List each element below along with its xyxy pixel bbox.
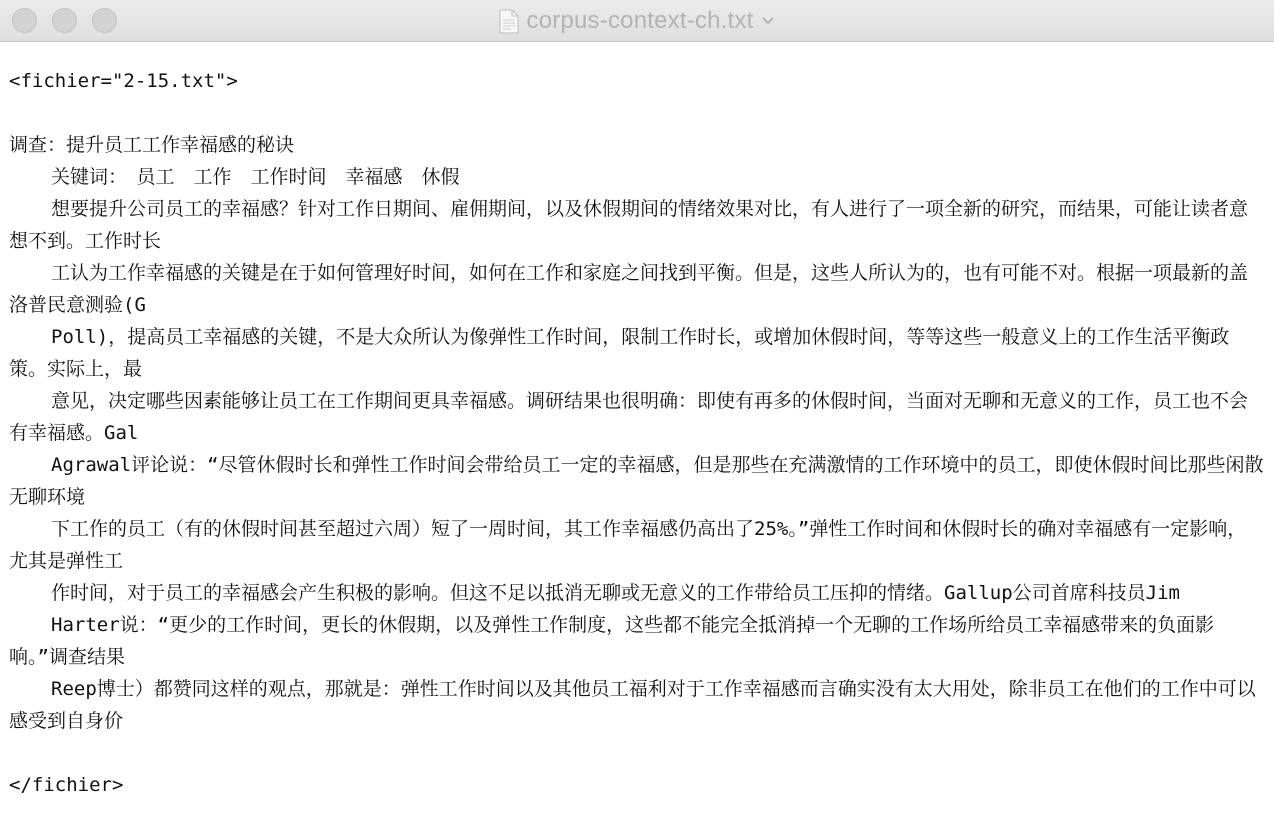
paragraph: 工认为工作幸福感的关键是在于如何管理好时间，如何在工作和家庭之间找到平衡。但是，这些人所认为的，也有可能不对。根据一项最新的盖洛普民意测验(G <box>9 262 1249 316</box>
document-body[interactable] <box>9 65 1264 801</box>
paragraph: Harter说：“更少的工作时间，更长的休假期，以及弹性工作制度，这些都不能完全抵消掉一个无聊的工作场所给员工幸福感带来的负面影响。”调查结果 <box>9 614 1215 668</box>
document-icon <box>499 9 519 34</box>
paragraph: Reep博士）都赞同这样的观点，那就是：弹性工作时间以及其他员工福利对于工作幸福感而言确实没有太大用处，除非员工在他们的工作中可以感受到自身价 <box>9 678 1256 732</box>
open-tag: <fichier="2-15.txt"> <box>9 70 238 92</box>
chevron-down-icon[interactable] <box>761 16 775 26</box>
blank-line <box>9 737 1264 769</box>
close-window-button[interactable] <box>12 8 37 33</box>
keywords-line: 关键词： 员工 工作 工作时间 幸福感 休假 <box>51 166 460 188</box>
title-bar[interactable] <box>0 0 1274 42</box>
paragraph: 意见，决定哪些因素能够让员工在工作期间更具幸福感。调研结果也很明确：即使有再多的休假时间，当面对无聊和无意义的工作，员工也不会有幸福感。Gal <box>9 390 1249 444</box>
paragraph: 想要提升公司员工的幸福感？针对工作日期间、雇佣期间，以及休假期间的情绪效果对比，有人进行了一项全新的研究，而结果，可能让读者意想不到。工作时长 <box>9 198 1249 252</box>
document-heading: 调查：提升员工工作幸福感的秘诀 <box>9 134 295 156</box>
minimize-window-button[interactable] <box>52 8 77 33</box>
paragraph: Agrawal评论说：“尽管休假时长和弹性工作时间会带给员工一定的幸福感，但是那些在充满激情的工作环境中的员工，即使休假时间比那些闲散无聊环境 <box>9 454 1264 508</box>
paragraph: 作时间，对于员工的幸福感会产生积极的影响。但这不足以抵消无聊或无意义的工作带给员工压抑的情绪。Gallup公司首席科技员Jim <box>51 582 1180 604</box>
window-title: corpus-context-ch.txt <box>526 7 754 34</box>
paragraph: 下工作的员工（有的休假时间甚至超过六周）短了一周时间，其工作幸福感仍高出了25%。”弹性工作时间和休假时长的确对幸福感有一定影响，尤其是弹性工 <box>9 518 1247 572</box>
zoom-window-button[interactable] <box>92 8 117 33</box>
blank-line <box>9 97 1264 129</box>
paragraph: Poll)，提高员工幸福感的关键，不是大众所认为像弹性工作时间，限制工作时长，或增加休假时间，等等这些一般意义上的工作生活平衡政策。实际上，最 <box>9 326 1230 380</box>
close-tag: </fichier> <box>9 774 124 796</box>
